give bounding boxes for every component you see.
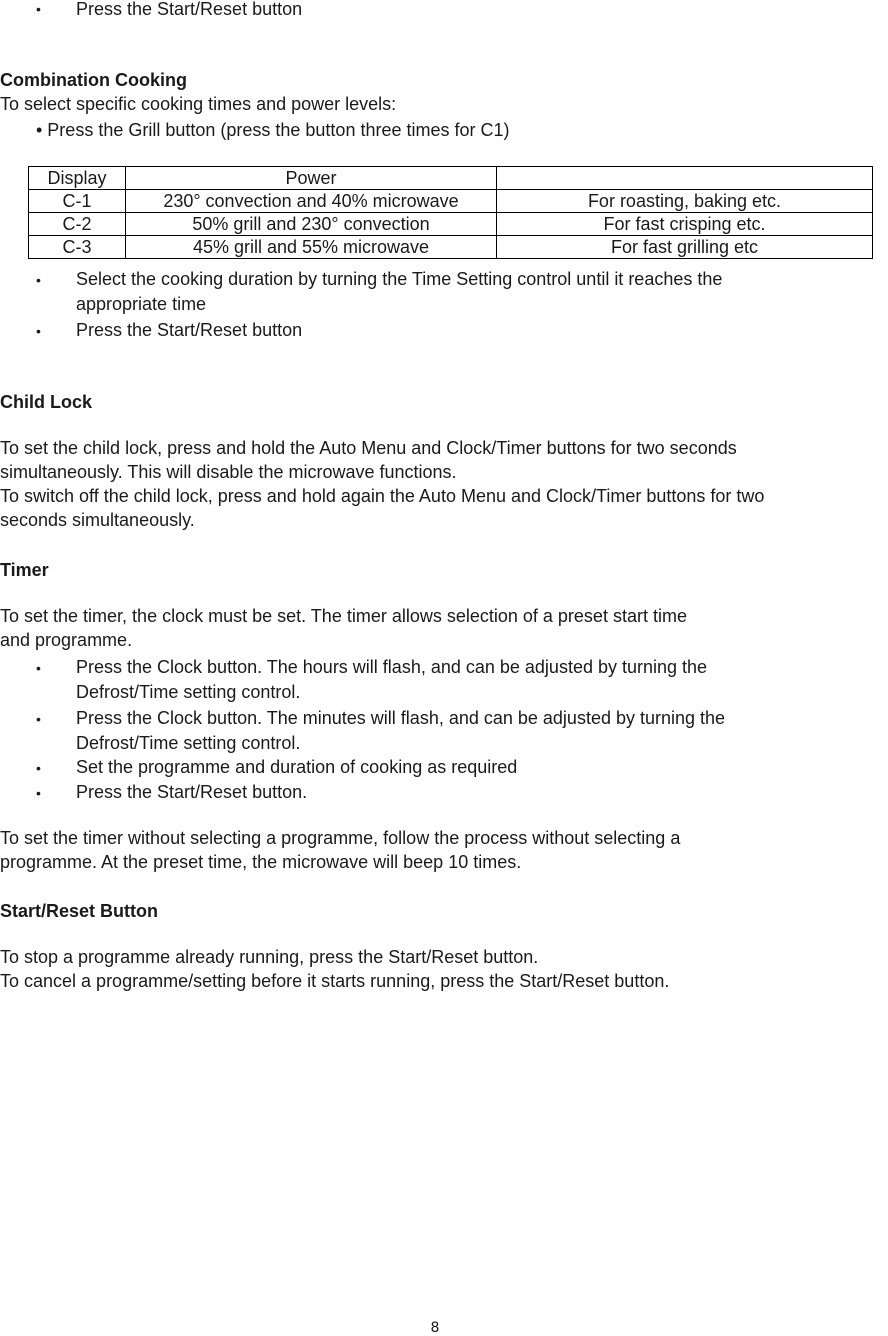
bullet-dot: •: [36, 785, 41, 801]
timer-bullet-text: Set the programme and duration of cooking as required: [76, 757, 518, 777]
timer-heading: Timer: [0, 560, 49, 580]
start-reset-bullet-text: Press the Start/Reset button: [76, 320, 303, 340]
table-header-cell: Display: [29, 167, 126, 190]
timer-intro-line: and programme.: [0, 630, 133, 650]
bullet-dot: •: [36, 272, 41, 288]
page-number: 8: [430, 1320, 440, 1336]
timer-bullet-text: Press the Clock button. The minutes will flash, and can be adjusted by turning the: [76, 708, 726, 728]
table-row: [29, 213, 873, 236]
timer-outro-line: programme. At the preset time, the microwave will beep 10 times.: [0, 852, 522, 872]
start-reset-line: To cancel a programme/setting before it starts running, press the Start/Reset button.: [0, 971, 670, 991]
combination-table: [28, 166, 873, 259]
child-lock-heading: Child Lock: [0, 392, 93, 412]
child-lock-line: simultaneously. This will disable the microwave functions.: [0, 462, 457, 482]
table-cell: For fast crisping etc.: [497, 213, 873, 236]
bullet-dot: •: [36, 760, 41, 776]
table-row: [29, 236, 873, 259]
table-header-cell: Power: [126, 167, 497, 190]
table-cell: C-3: [29, 236, 126, 259]
timer-intro-line: To set the timer, the clock must be set. The timer allows selection of a preset start time: [0, 606, 687, 626]
combination-cooking-heading: Combination Cooking: [0, 70, 187, 90]
timer-outro-line: To set the timer without selecting a programme, follow the process without selecting a: [0, 828, 681, 848]
child-lock-line: seconds simultaneously.: [0, 510, 195, 530]
duration-bullet-continuation: appropriate time: [76, 294, 207, 314]
table-row: [29, 190, 873, 213]
timer-bullet-text: Press the Clock button. The hours will flash, and can be adjusted by turning the: [76, 657, 708, 677]
grill-bullet: • Press the Grill button (press the button three times for C1): [36, 120, 510, 140]
table-cell: 230° convection and 40% microwave: [126, 190, 497, 213]
timer-bullet-text: Press the Start/Reset button.: [76, 782, 308, 802]
child-lock-line: To set the child lock, press and hold the Auto Menu and Clock/Timer buttons for two seconds: [0, 438, 737, 458]
combination-intro: To select specific cooking times and power levels:: [0, 94, 397, 114]
bullet-dot: •: [36, 711, 41, 727]
bullet-dot: •: [36, 660, 41, 676]
table-cell: C-2: [29, 213, 126, 236]
table-header-row: [29, 167, 873, 190]
child-lock-line: To switch off the child lock, press and hold again the Auto Menu and Clock/Timer buttons for two: [0, 486, 765, 506]
timer-bullet-continuation: Defrost/Time setting control.: [76, 733, 301, 753]
start-reset-line: To stop a programme already running, press the Start/Reset button.: [0, 947, 539, 967]
top-bullet-text: Press the Start/Reset button: [76, 0, 303, 19]
table-cell: 45% grill and 55% microwave: [126, 236, 497, 259]
table-cell: For fast grilling etc: [497, 236, 873, 259]
bullet-dot: •: [36, 1, 41, 17]
table-cell: For roasting, baking etc.: [497, 190, 873, 213]
timer-bullet-continuation: Defrost/Time setting control.: [76, 682, 301, 702]
bullet-dot: •: [36, 323, 41, 339]
table-cell: 50% grill and 230° convection: [126, 213, 497, 236]
duration-bullet-text: Select the cooking duration by turning the Time Setting control until it reaches the: [76, 269, 723, 289]
table-header-cell: [497, 167, 873, 190]
start-reset-heading: Start/Reset Button: [0, 901, 159, 921]
table-cell: C-1: [29, 190, 126, 213]
